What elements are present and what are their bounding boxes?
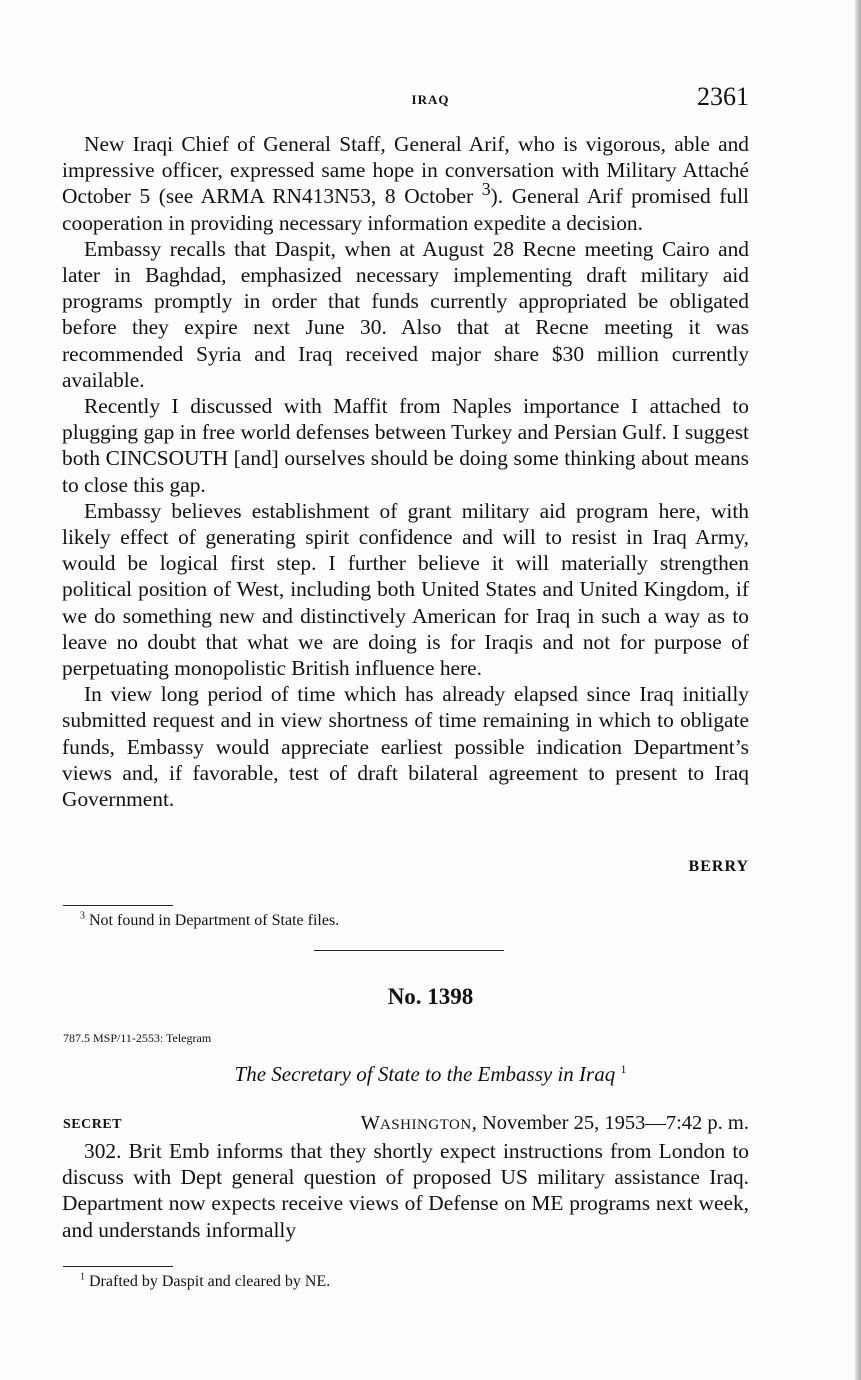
footnote [80, 1273, 330, 1291]
dateline-place: ASHINGTON [379, 1117, 472, 1133]
paragraph: Embassy recalls that Daspit, when at August 28 Recne meeting Cairo and later in Baghdad, emphasized necessary implementing draft military aid programs promptly in order that funds currently appropriated be obligated before they expire next June 30. Also that at Recne meeting it was recommended Syria and Iraq received major share $30 million currently available. [62, 236, 749, 392]
footnote-text: Drafted by Daspit and cleared by NE. [89, 1273, 331, 1290]
paragraph: Recently I discussed with Maffit from Naples importance I attached to plugging gap in free world defenses between Turkey and Persian Gulf. I suggest both CINCSOUTH [and] ourselves should be doing some thinking about means to close this gap. [62, 394, 749, 497]
file-reference: 787.5 MSP/11-2553: Telegram [63, 1031, 212, 1045]
footnote-mark: 3 [80, 910, 85, 922]
paragraph: In view long period of time which has already elapsed since Iraq initially submitted request and in view shortness of time remaining in which to obligate funds, Embassy would appreciate earliest possible indication Department’s views and, if favorable, test of draft bilateral agreement to present to Iraq Government. [62, 682, 749, 812]
telegram-body [62, 1138, 749, 1243]
dateline [361, 1112, 749, 1135]
footnote-reference: 1 [620, 1062, 627, 1076]
document-title-text: The Secretary of State to the Embassy in Iraq [234, 1062, 616, 1086]
dateline-place-initial: W [360, 1112, 380, 1134]
dateline-date: , November 25, 1953—7:42 p. m. [471, 1112, 749, 1134]
footnote [80, 912, 339, 930]
document-number: No. 1398 [387, 984, 474, 1009]
paragraph [62, 131, 749, 236]
paragraph: Embassy believes establishment of grant military aid program here, with likely effect of generating spirit confidence and will to resist in Iraq Army, would be logical first step. I further believe it will materially strengthen political position of West, including both United States and United Kingdom, if we do something new and distinctively American for Iraq in such a way as to leave no doubt that what we are doing is for Iraqis and not for purpose of perpetuating monopolistic British influence here. [62, 498, 749, 681]
page-edge-shadow [855, 0, 861, 1380]
telegram-body-continued [62, 131, 749, 812]
document-title [0, 1062, 861, 1087]
footnote-mark: 1 [80, 1271, 85, 1283]
footnote-reference: 3 [481, 179, 491, 200]
classification-label: SECRET [63, 1117, 123, 1132]
section-divider [314, 950, 504, 951]
paragraph: 302. Brit Emb informs that they shortly expect instructions from London to discuss with Dept general question of proposed US military assistance Iraq. Department now expects receive views of Defense on ME programs next week, and understands informally [62, 1139, 749, 1242]
footnote-rule [63, 1266, 173, 1267]
running-header: IRAQ [411, 92, 450, 107]
page-number: 2361 [697, 82, 749, 111]
signature: BERRY [688, 858, 749, 875]
paragraph-text: ). General Arif promised full cooperation in providing necessary information expedite a decision. [62, 184, 749, 235]
footnote-rule [63, 905, 173, 906]
paragraph-text: New Iraqi Chief of General Staff, General Arif, who is vigorous, able and impressive officer, expressed same hope in conversation with Military Attaché October 5 (see ARMA RN413N53, 8 October [62, 132, 749, 209]
footnote-text: Not found in Department of State files. [89, 912, 340, 929]
